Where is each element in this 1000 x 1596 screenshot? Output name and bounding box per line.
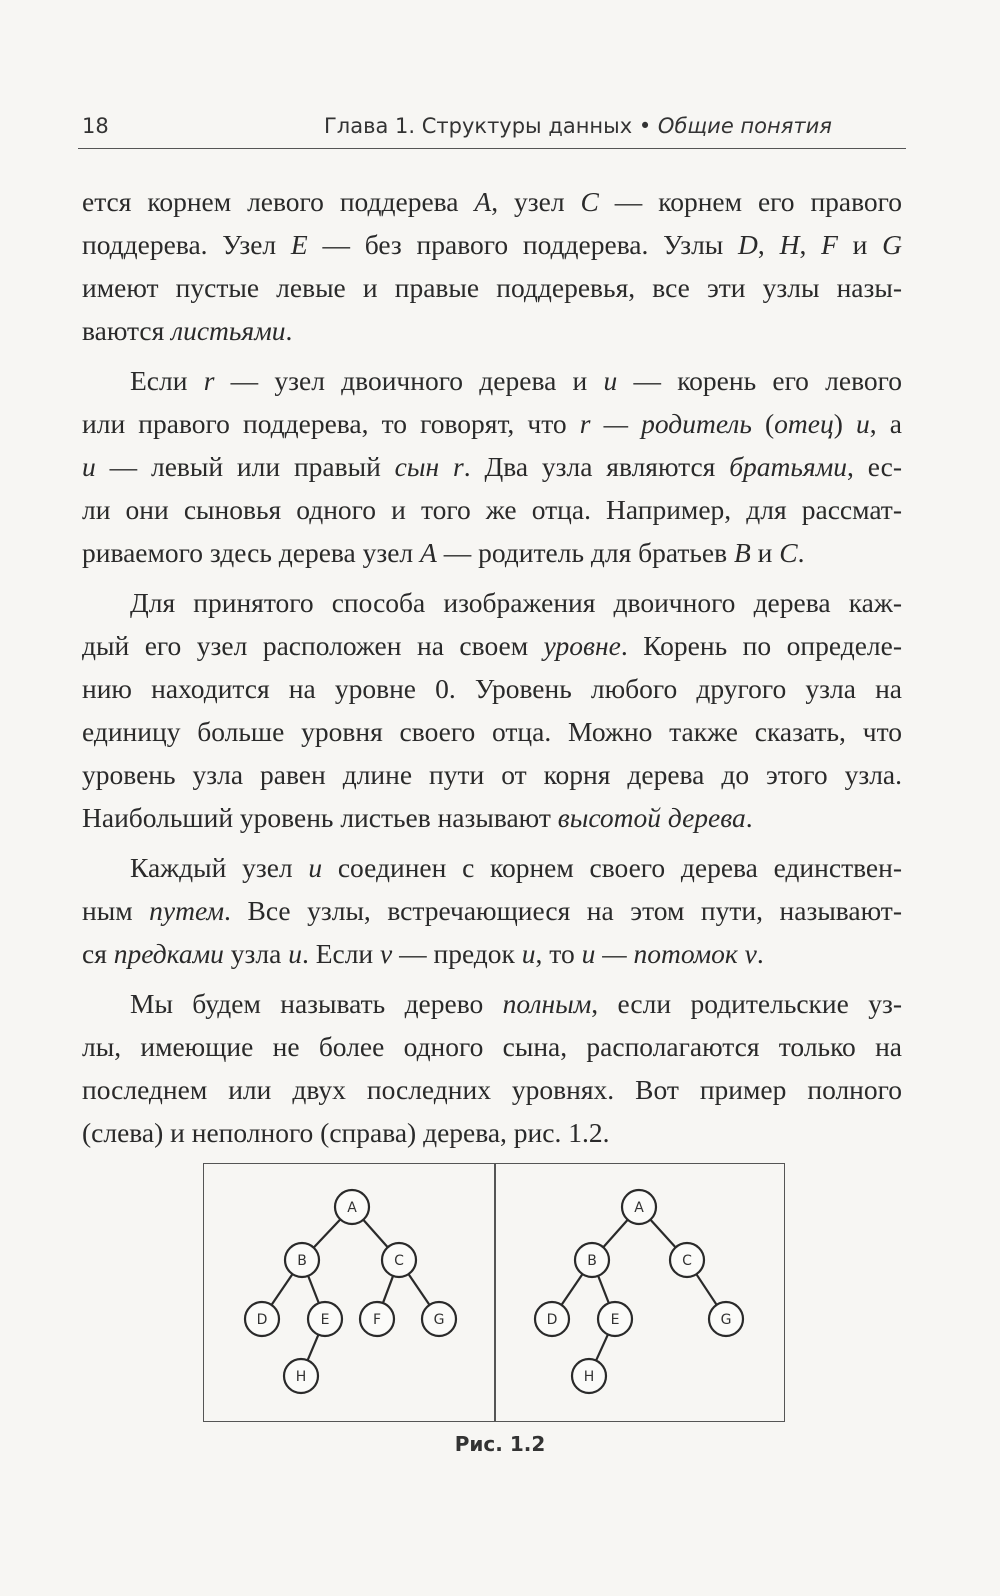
running-header: [78, 112, 906, 149]
node-label: E: [320, 1312, 330, 1328]
text-run: узла: [223, 938, 289, 969]
italic-term: u: [521, 938, 536, 969]
node-label: B: [587, 1253, 597, 1269]
italic-term: v: [380, 938, 393, 969]
italic-term: u: [288, 938, 302, 969]
text-run: Наибольший уровень листьев называют: [82, 802, 558, 833]
paragraph: [82, 581, 902, 839]
tree-edge: [314, 1219, 341, 1247]
text-run: или правого поддерева, то говорят, что: [82, 408, 580, 439]
text-run: ): [833, 408, 857, 439]
text-run: — корень его левого: [617, 365, 902, 396]
figure-divider: [494, 1164, 496, 1421]
tree-node: [422, 1302, 456, 1336]
tree-node: [245, 1302, 279, 1336]
node-label: H: [295, 1369, 307, 1385]
node-label: D: [256, 1312, 268, 1328]
text-line: [82, 796, 902, 839]
text-line: [82, 266, 902, 309]
text-line: [82, 488, 902, 531]
text-run: ,: [799, 229, 822, 260]
text-run: Мы будем называть дерево: [130, 988, 503, 1019]
text-run: дый его узел расположен на своем: [82, 630, 544, 661]
text-run: Каждый узел: [130, 852, 309, 883]
running-title: [324, 114, 832, 138]
italic-term: r — родитель: [579, 408, 752, 439]
italic-term: B: [733, 537, 751, 568]
paragraph: [82, 846, 902, 975]
figure-caption: Рис. 1.2: [454, 1432, 546, 1456]
text-run: единицу больше уровня своего отца. Можно также сказать, что: [82, 716, 902, 747]
section-title: Общие понятия: [657, 114, 832, 138]
text-run: — без правого поддерева. Узлы: [307, 229, 739, 260]
incomplete-tree: [535, 1190, 743, 1393]
text-run: ваются: [82, 315, 172, 346]
italic-term: u: [856, 408, 870, 439]
italic-term: C: [779, 537, 798, 568]
tree-node: [382, 1243, 416, 1277]
body-text: [82, 180, 902, 1154]
text-run: , ес-: [847, 451, 902, 482]
text-line: [82, 932, 902, 975]
text-line: [82, 309, 902, 352]
tree-edge: [696, 1274, 716, 1305]
text-line: [82, 1068, 902, 1111]
text-line: [82, 667, 902, 710]
text-line: [82, 1025, 902, 1068]
paragraph: [82, 180, 902, 352]
italic-term: уровне: [543, 630, 621, 661]
tree-edge: [409, 1274, 430, 1305]
text-line: [82, 180, 902, 223]
text-run: лы, имеющие не более одного сына, располагаются только на: [82, 1031, 902, 1062]
text-run: (слева) и неполного (справа) дерева, рис. 1.2.: [82, 1117, 610, 1148]
italic-term: r: [203, 365, 215, 396]
text-run: — корнем его правого: [598, 186, 903, 217]
italic-term: A: [474, 186, 492, 217]
text-run: ным: [82, 895, 150, 926]
italic-term: u: [308, 852, 323, 883]
text-line: [82, 445, 902, 488]
node-label: A: [634, 1200, 644, 1216]
italic-term: u: [603, 365, 618, 396]
tree-node: [308, 1302, 342, 1336]
italic-term: предками: [113, 938, 224, 969]
tree-edge: [596, 1334, 608, 1360]
text-line: [82, 402, 902, 445]
italic-term: листьями: [171, 315, 286, 346]
node-label: D: [546, 1312, 558, 1328]
tree-node: [284, 1359, 318, 1393]
text-line: [82, 359, 902, 402]
italic-term: E: [290, 229, 308, 260]
text-run: , а: [869, 408, 902, 439]
node-label: C: [394, 1253, 404, 1269]
text-run: — узел двоичного дерева и: [214, 365, 604, 396]
tree-edge: [383, 1276, 393, 1303]
text-run: . Все узлы, встречающиеся на этом пути, называют-: [224, 895, 902, 926]
tree-node: [709, 1302, 743, 1336]
text-run: риваемого здесь дерева узел: [82, 537, 421, 568]
text-line: [82, 753, 902, 796]
italic-term: путем: [149, 895, 225, 926]
text-run: .: [756, 938, 764, 969]
chapter-title: Глава 1. Структуры данных •: [324, 114, 652, 138]
text-run: — родитель для братьев: [436, 537, 734, 568]
text-line: [82, 982, 902, 1025]
text-run: — предок: [392, 938, 522, 969]
text-run: ется корнем левого поддерева: [82, 186, 475, 217]
text-run: (: [751, 408, 775, 439]
italic-term: u — потомок v: [581, 938, 757, 969]
tree-edge: [308, 1276, 319, 1303]
text-run: поддерева. Узел: [82, 229, 291, 260]
text-run: нию находится на уровне 0. Уровень любого другого узла на: [82, 673, 902, 704]
paragraph: [82, 982, 902, 1154]
italic-term: F: [821, 229, 838, 260]
text-line: [82, 624, 902, 667]
text-run: .: [745, 802, 753, 833]
tree-edge: [363, 1220, 387, 1248]
tree-edge: [562, 1274, 583, 1305]
text-run: , узел: [491, 186, 581, 217]
tree-edge: [308, 1335, 319, 1361]
text-run: .: [285, 315, 293, 346]
text-run: последнем или двух последних уровнях. Вот пример полного: [82, 1074, 902, 1105]
node-label: C: [682, 1253, 692, 1269]
text-run: имеют пустые левые и правые поддеревья, все эти узлы назы-: [82, 272, 902, 303]
italic-term: G: [882, 229, 903, 260]
text-run: соединен с корнем своего дерева единствен-: [322, 852, 902, 883]
tree-edge: [650, 1220, 675, 1248]
text-run: уровень узла равен длине пути от корня дерева до этого узла.: [82, 759, 902, 790]
node-label: G: [433, 1312, 445, 1328]
text-run: , если родительские уз-: [591, 988, 902, 1019]
italic-term: высотой дерева: [557, 802, 746, 833]
page-number: 18: [82, 114, 109, 138]
italic-term: H: [779, 229, 800, 260]
node-label: B: [297, 1253, 307, 1269]
node-label: A: [347, 1200, 357, 1216]
text-line: [82, 1111, 902, 1154]
text-line: [82, 581, 902, 624]
text-run: , то: [535, 938, 582, 969]
text-line: [82, 710, 902, 753]
italic-term: полным: [502, 988, 592, 1019]
text-run: ,: [757, 229, 780, 260]
text-run: . Два узла являются: [463, 451, 730, 482]
tree-node: [670, 1243, 704, 1277]
italic-term: отец: [774, 408, 834, 439]
figure-1-2: [203, 1163, 785, 1422]
paragraph: [82, 359, 902, 574]
text-line: [82, 223, 902, 266]
node-label: G: [720, 1312, 732, 1328]
text-run: и: [750, 537, 780, 568]
node-label: F: [372, 1312, 382, 1328]
text-run: . Корень по определе-: [620, 630, 903, 661]
italic-term: u: [82, 451, 96, 482]
tree-node: [575, 1243, 609, 1277]
text-line: [82, 889, 902, 932]
node-label: E: [610, 1312, 620, 1328]
text-run: ся: [82, 938, 114, 969]
italic-term: A: [420, 537, 437, 568]
italic-term: братьями: [729, 451, 847, 482]
text-run: Для принятого способа изображения двоичного дерева каж-: [130, 587, 902, 618]
tree-node: [535, 1302, 569, 1336]
tree-node: [622, 1190, 656, 1224]
tree-node: [360, 1302, 394, 1336]
text-run: .: [797, 537, 805, 568]
text-run: — левый или правый: [95, 451, 395, 482]
italic-term: сын r: [394, 451, 464, 482]
tree-edge: [603, 1220, 627, 1248]
tree-edge: [272, 1274, 293, 1305]
tree-node: [335, 1190, 369, 1224]
tree-edge: [598, 1276, 609, 1303]
complete-tree: [245, 1190, 456, 1393]
tree-node: [572, 1359, 606, 1393]
text-run: . Если: [301, 938, 381, 969]
text-run: ли они сыновья одного и того же отца. Например, для рассмат-: [82, 494, 902, 525]
tree-node: [285, 1243, 319, 1277]
text-run: и: [837, 229, 883, 260]
text-line: [82, 846, 902, 889]
italic-term: C: [580, 186, 599, 217]
node-label: H: [583, 1369, 595, 1385]
text-run: Если: [130, 365, 204, 396]
text-line: [82, 531, 902, 574]
tree-node: [598, 1302, 632, 1336]
italic-term: D: [738, 229, 758, 260]
